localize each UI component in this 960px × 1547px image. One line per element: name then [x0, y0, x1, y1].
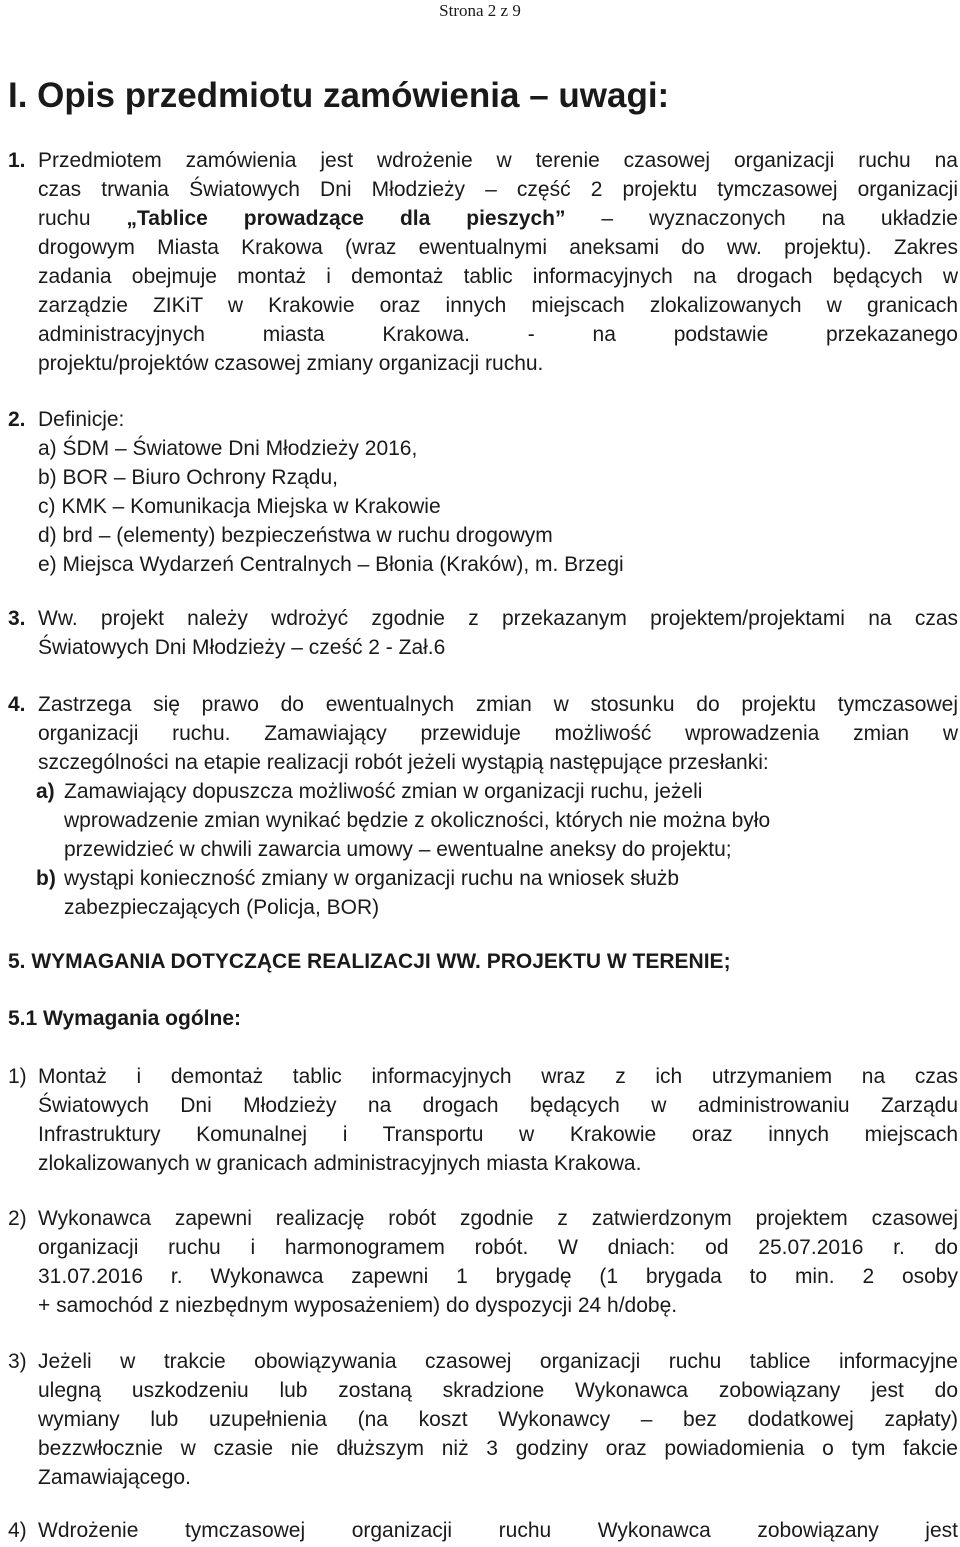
section-4-number: 4. [8, 693, 26, 716]
definitions-label: Definicje: [38, 408, 125, 431]
text-line: zabezpieczających (Policja, BOR) [64, 896, 380, 919]
text-line: 31.07.2016 r. Wykonawca zapewni 1 brygadę (1 brygada to min. 2 osoby [38, 1265, 958, 1288]
text-line: zlokalizowanych w granicach administracyjnych miasta Krakowa. [38, 1152, 642, 1175]
section-title: I. Opis przedmiotu zamówienia – uwagi: [8, 76, 670, 115]
text-line: Zamawiający dopuszcza możliwość zmian w organizacji ruchu, jeżeli [64, 780, 703, 803]
list-item: e) Miejsca Wydarzeń Centralnych – Błonia (Kraków), m. Brzegi [38, 553, 624, 576]
text-fragment: ruchu [38, 207, 127, 230]
section-2-number: 2. [8, 408, 26, 431]
text-line: administracyjnych miasta Krakowa. - na podstawie przekazanego [38, 323, 958, 346]
item-4-number: 4) [8, 1519, 27, 1542]
text-line: Montaż i demontaż tablic informacyjnych wraz z ich utrzymaniem na czas [38, 1065, 958, 1088]
condition-a [64, 777, 770, 864]
text-line: bezzwłocznie w czasie nie dłuższym niż 3 godziny oraz powiadomienia o tym fakcie [38, 1437, 958, 1460]
text-line: Światowych Dni Młodzieży na drogach będących w administrowaniu Zarządu [38, 1094, 958, 1117]
text-line: Jeżeli w trakcie obowiązywania czasowej organizacji ruchu tablice informacyjne [38, 1350, 958, 1373]
project-name: „Tablice prowadzące dla pieszych” [126, 207, 566, 230]
item-1-paragraph [38, 1062, 958, 1178]
condition-a-label: a) [36, 780, 55, 803]
item-3-paragraph [38, 1347, 958, 1492]
text-line: Ww. projekt należy wdrożyć zgodnie z przekazanym projektem/projektami na czas [38, 607, 958, 630]
item-2-paragraph [38, 1204, 958, 1320]
text-line: zadania obejmuje montaż i demontaż tablic informacyjnych na drogach będących w [38, 265, 958, 288]
text-line: Zastrzega się prawo do ewentualnych zmian w stosunku do projektu tymczasowej [38, 693, 958, 716]
text-line: ulegną uszkodzeniu lub zostaną skradzione Wykonawca zobowiązany jest do [38, 1379, 958, 1402]
condition-b-label: b) [36, 867, 56, 890]
text-line: organizacji ruchu i harmonogramem robót. W dniach: od 25.07.2016 r. do [38, 1236, 958, 1259]
list-item: c) KMK – Komunikacja Miejska w Krakowie [38, 495, 441, 518]
text-line: + samochód z niezbędnym wyposażeniem) do dyspozycji 24 h/dobę. [38, 1294, 678, 1317]
text-line: Przedmiotem zamówienia jest wdrożenie w terenie czasowej organizacji ruchu na [38, 149, 958, 172]
section-5-heading: 5. WYMAGANIA DOTYCZĄCE REALIZACJI WW. PROJEKTU W TERENIE; [8, 950, 731, 973]
text-line: projektu/projektów czasowej zmiany organizacji ruchu. [38, 352, 544, 375]
section-1-paragraph [38, 146, 958, 378]
item-1-number: 1) [8, 1065, 27, 1088]
text-line-composite [38, 204, 958, 233]
text-line: organizacji ruchu. Zamawiający przewiduje możliwość wprowadzenia zmian w [38, 722, 958, 745]
list-item: a) ŚDM – Światowe Dni Młodzieży 2016, [38, 437, 418, 460]
definitions-list [38, 434, 624, 579]
condition-b [64, 864, 679, 922]
text-line: wystąpi konieczność zmiany w organizacji ruchu na wniosek służb [64, 867, 680, 890]
item-2-number: 2) [8, 1207, 27, 1230]
item-3-number: 3) [8, 1350, 27, 1373]
text-line: Światowych Dni Młodzieży – cześć 2 - Zał.6 [38, 636, 446, 659]
text-line: szczególności na etapie realizacji robót jeżeli wystąpią następujące przesłanki: [38, 751, 769, 774]
page-number-header: Strona 2 z 9 [439, 1, 521, 20]
item-4-paragraph [38, 1516, 958, 1545]
subsection-5-1-heading: 5.1 Wymagania ogólne: [8, 1007, 241, 1030]
text-line: drogowym Miasta Krakowa (wraz ewentualnymi aneksami do ww. projektu). Zakres [38, 236, 958, 259]
section-4-paragraph [38, 690, 958, 777]
text-line: przewidzieć w chwili zawarcia umowy – ewentualne aneksy do projektu; [64, 838, 732, 861]
section-3-paragraph [38, 604, 958, 662]
section-1-number: 1. [8, 149, 26, 172]
text-line: Wdrożenie tymczasowej organizacji ruchu Wykonawca zobowiązany jest [38, 1519, 958, 1542]
text-line: Zamawiającego. [38, 1466, 191, 1489]
list-item: d) brd – (elementy) bezpieczeństwa w ruchu drogowym [38, 524, 553, 547]
text-line: zarządzie ZIKiT w Krakowie oraz innych miejscach zlokalizowanych w granicach [38, 294, 958, 317]
text-line: wymiany lub uzupełnienia (na koszt Wykonawcy – bez dodatkowej zapłaty) [38, 1408, 958, 1431]
section-3-number: 3. [8, 607, 26, 630]
list-item: b) BOR – Biuro Ochrony Rządu, [38, 466, 338, 489]
text-line: Infrastruktury Komunalnej i Transportu w Krakowie oraz innych miejscach [38, 1123, 958, 1146]
text-line: Wykonawca zapewni realizację robót zgodnie z zatwierdzonym projektem czasowej [38, 1207, 958, 1230]
text-line: czas trwania Światowych Dni Młodzieży – część 2 projektu tymczasowej organizacji [38, 178, 958, 201]
text-fragment: – wyznaczonych na układzie [565, 207, 958, 230]
text-line: wprowadzenie zmian wynikać będzie z okoliczności, których nie można było [64, 809, 771, 832]
